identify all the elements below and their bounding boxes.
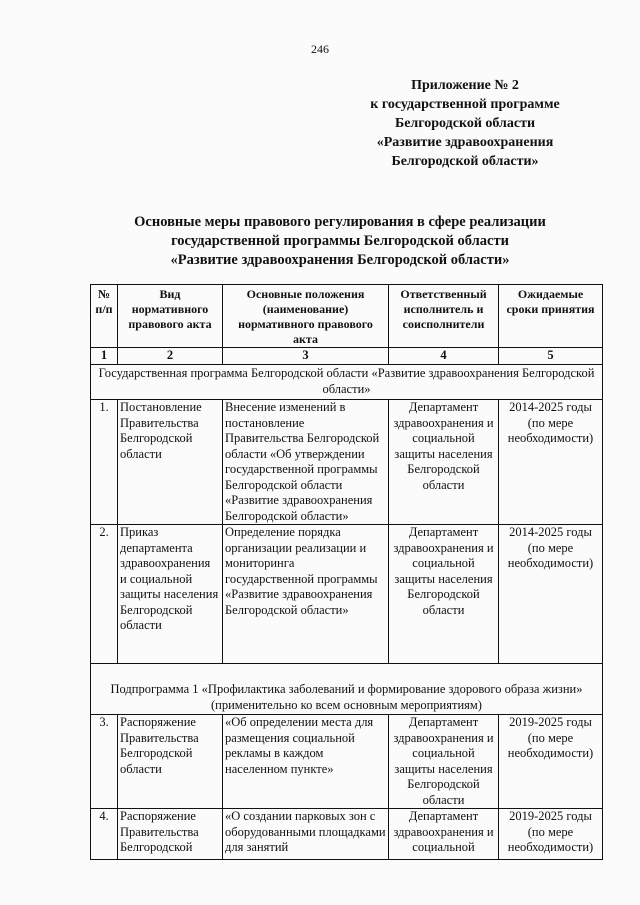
table-row bbox=[91, 400, 603, 525]
row-number: 4. bbox=[91, 809, 118, 860]
row-number: 1. bbox=[91, 400, 118, 525]
header-provisions: Основные положения (наименование) нормативного правового акта bbox=[223, 285, 389, 348]
header-executor: Ответственный исполнитель и соисполнители bbox=[389, 285, 499, 348]
executor: Департамент здравоохранения и социальной защиты населения Белгородской области bbox=[389, 525, 499, 664]
header-num: № п/п bbox=[91, 285, 118, 348]
row-number: 2. bbox=[91, 525, 118, 664]
appendix-line: «Развитие здравоохранения bbox=[376, 135, 554, 150]
executor: Департамент здравоохранения и социальной защиты населения Белгородской области bbox=[389, 715, 499, 809]
column-number: 1 bbox=[91, 348, 118, 365]
subprogram-note: (применительно ко всем основным мероприятиям) bbox=[211, 697, 482, 712]
act-type: Постановление Правительства Белгородской области bbox=[118, 400, 223, 525]
column-number-row bbox=[91, 348, 603, 365]
page-number: 246 bbox=[311, 42, 329, 56]
column-number: 2 bbox=[118, 348, 223, 365]
column-number: 4 bbox=[389, 348, 499, 365]
executor: Департамент здравоохранения и социальной защиты населения Белгородской области bbox=[389, 400, 499, 525]
act-content: Определение порядка организации реализации и мониторинга государственной программы «Развитие здравоохранения Белгородской области» bbox=[223, 525, 389, 664]
header-row bbox=[91, 285, 603, 348]
title-line: государственной программы Белгородской области bbox=[171, 233, 509, 249]
column-number: 5 bbox=[499, 348, 603, 365]
measures-table bbox=[90, 284, 603, 860]
act-content: «О создании парковых зон с оборудованными площадками для занятий bbox=[223, 809, 389, 860]
table-row bbox=[91, 715, 603, 809]
subprogram-row bbox=[91, 664, 603, 715]
appendix-heading bbox=[355, 76, 575, 171]
act-type: Приказ департамента здравоохранения и социальной защиты населения Белгородской области bbox=[118, 525, 223, 664]
section-row bbox=[91, 365, 603, 400]
appendix-line: к государственной программе bbox=[370, 97, 560, 112]
appendix-line: Белгородской области bbox=[394, 116, 536, 131]
title-line: «Развитие здравоохранения Белгородской области» bbox=[170, 252, 510, 268]
act-content: «Об определении места для размещения социальной рекламы в каждом населенном пункте» bbox=[223, 715, 389, 809]
appendix-line: Приложение № 2 bbox=[411, 78, 519, 93]
subprogram-line: Подпрограмма 1 «Профилактика заболеваний и формирование здорового образа жизни» bbox=[110, 682, 583, 696]
table-row bbox=[91, 525, 603, 664]
section-title: Государственная программа Белгородской области «Развитие здравоохранения Белгородской области» bbox=[91, 365, 603, 400]
document-title bbox=[90, 213, 590, 270]
appendix-line: Белгородской области» bbox=[391, 154, 539, 169]
column-number: 3 bbox=[223, 348, 389, 365]
title-line: Основные меры правового регулирования в сфере реализации bbox=[134, 214, 546, 230]
due-date: 2014-2025 годы (по мере необходимости) bbox=[499, 525, 603, 664]
act-content: Внесение изменений в постановление Правительства Белгородской области «Об утверждении государственной программы Белгородской области «Развитие здравоохранения Белгородской области» bbox=[223, 400, 389, 525]
header-due: Ожидаемые сроки принятия bbox=[499, 285, 603, 348]
table-row bbox=[91, 809, 603, 860]
due-date: 2019-2025 годы (по мере необходимости) bbox=[499, 715, 603, 809]
act-type: Распоряжение Правительства Белгородской области bbox=[118, 715, 223, 809]
subprogram-title bbox=[91, 664, 603, 715]
act-type: Распоряжение Правительства Белгородской bbox=[118, 809, 223, 860]
row-number: 3. bbox=[91, 715, 118, 809]
executor: Департамент здравоохранения и социальной bbox=[389, 809, 499, 860]
due-date: 2019-2025 годы (по мере необходимости) bbox=[499, 809, 603, 860]
header-act-type: Вид нормативного правового акта bbox=[118, 285, 223, 348]
due-date: 2014-2025 годы (по мере необходимости) bbox=[499, 400, 603, 525]
